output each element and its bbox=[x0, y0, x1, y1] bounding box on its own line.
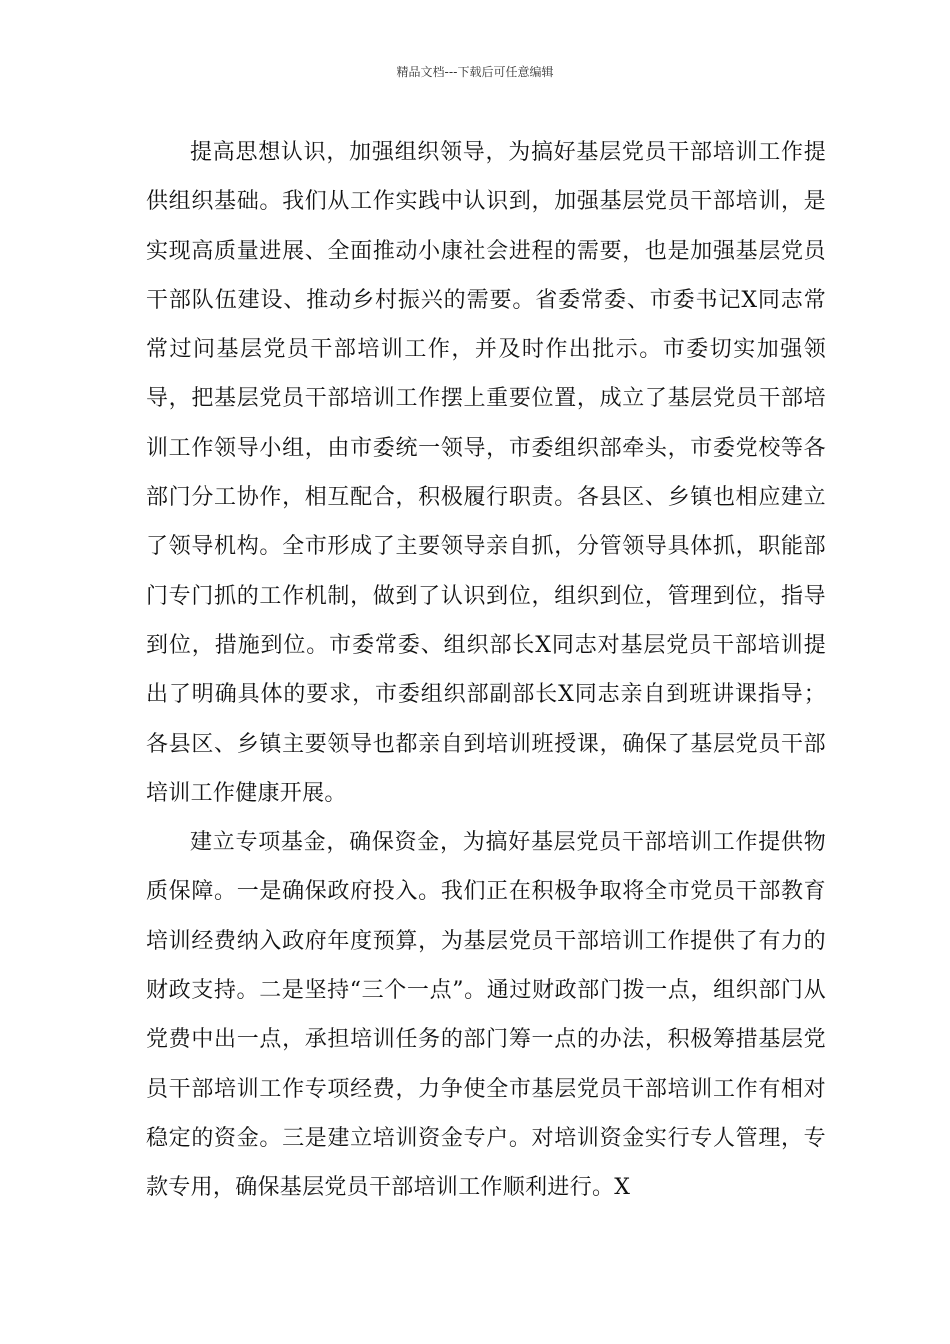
document-body bbox=[146, 128, 826, 1213]
paragraph-2: 建立专项基金，确保资金，为搞好基层党员干部培训工作提供物质保障。一是确保政府投入。我们正在积极争取将全市党员干部教育培训经费纳入政府年度预算，为基层党员干部培训工作提供了有力的财政支持。二是坚持“三个一点”。通过财政部门拨一点，组织部门从党费中出一点，承担培训任务的部门筹一点的办法，积极筹措基层党员干部培训工作专项经费，力争使全市基层党员干部培训工作有相对稳定的资金。三是建立培训资金专户。对培训资金实行专人管理，专款专用，确保基层党员干部培训工作顺利进行。X bbox=[146, 830, 826, 1201]
page-header: 精品文档---下载后可任意编辑 bbox=[396, 65, 554, 79]
paragraph-1: 提高思想认识，加强组织领导，为搞好基层党员干部培训工作提供组织基础。我们从工作实践中认识到，加强基层党员干部培训，是实现高质量进展、全面推动小康社会进程的需要，也是加强基层党员干部队伍建设、推动乡村振兴的需要。省委常委、市委书记X同志常常过问基层党员干部培训工作，并及时作出批示。市委切实加强领导，把基层党员干部培训工作摆上重要位置，成立了基层党员干部培训工作领导小组，由市委统一领导，市委组织部牵头，市委党校等各部门分工协作，相互配合，积极履行职责。各县区、乡镇也相应建立了领导机构。全市形成了主要领导亲自抓，分管领导具体抓，职能部门专门抓的工作机制，做到了认识到位，组织到位，管理到位，指导到位，措施到位。市委常委、组织部长X同志对基层党员干部培训提出了明确具体的要求，市委组织部副部长X同志亲自到班讲课指导；各县区、乡镇主要领导也都亲自到培训班授课，确保了基层党员干部培训工作健康开展。 bbox=[146, 140, 826, 806]
